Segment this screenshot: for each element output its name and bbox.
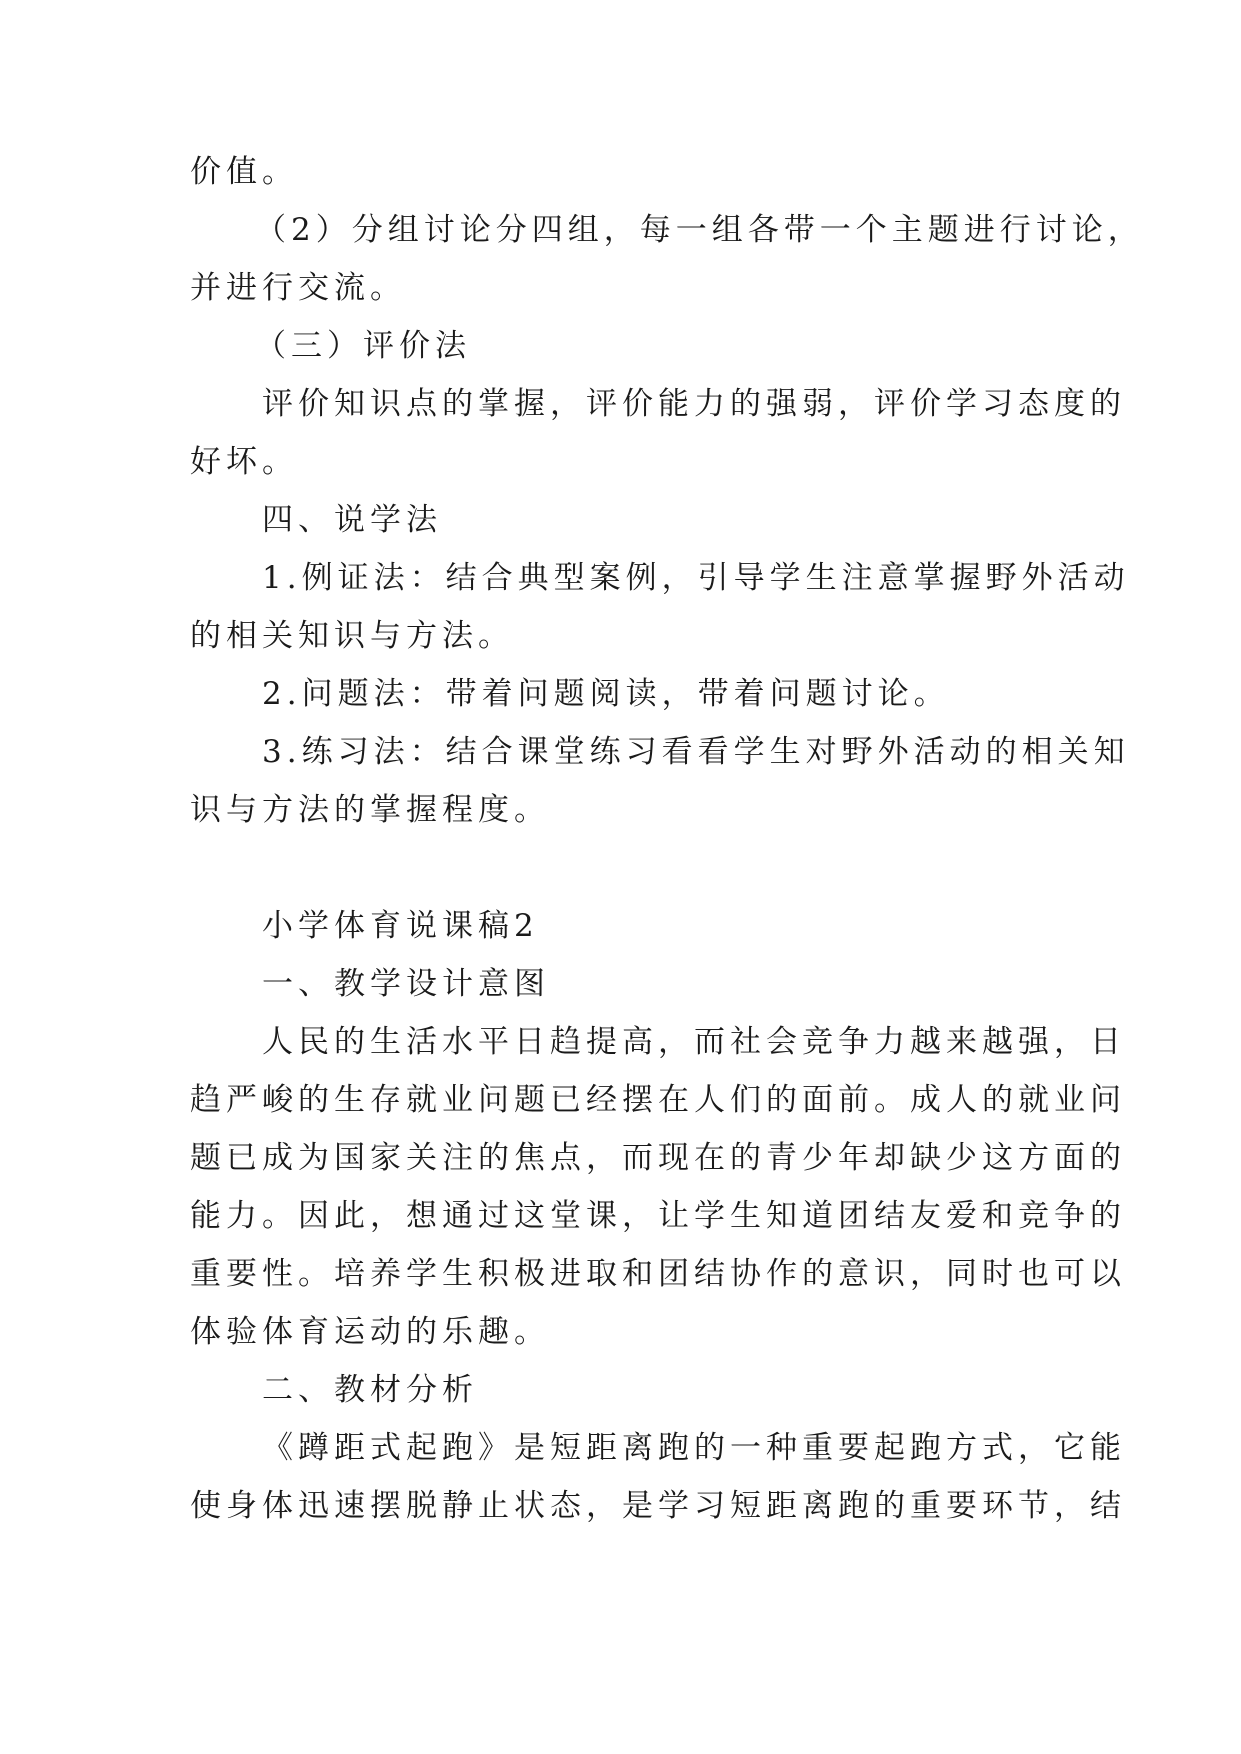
text-line: 能力。因此，想通过这堂课，让学生知道团结友爱和竞争的 [190, 1198, 1126, 1234]
section-heading: 四、说学法 [262, 502, 442, 538]
text-line: 好坏。 [190, 444, 298, 480]
section-heading: 一、教学设计意图 [262, 966, 550, 1002]
text-line: 题已成为国家关注的焦点，而现在的青少年却缺少这方面的 [190, 1140, 1126, 1176]
section-heading: （三）评价法 [255, 328, 471, 364]
text-line: 《蹲距式起跑》是短距离跑的一种重要起跑方式，它能 [262, 1430, 1126, 1466]
list-item: 1.例证法：结合典型案例，引导学生注意掌握野外活动 [262, 560, 1130, 596]
list-item: 3.练习法：结合课堂练习看看学生对野外活动的相关知 [262, 734, 1130, 770]
text-line: 并进行交流。 [190, 270, 406, 306]
text-line: 使身体迅速摆脱静止状态，是学习短距离跑的重要环节，结 [190, 1488, 1126, 1524]
text-line: 价值。 [190, 154, 298, 190]
section-heading: 二、教材分析 [262, 1372, 478, 1408]
list-item: 2.问题法：带着问题阅读，带着问题讨论。 [262, 676, 950, 712]
text-line: 人民的生活水平日趋提高，而社会竞争力越来越强，日 [262, 1024, 1126, 1060]
text-line: 识与方法的掌握程度。 [190, 792, 550, 828]
text-line: 的相关知识与方法。 [190, 618, 514, 654]
text-line: 趋严峻的生存就业问题已经摆在人们的面前。成人的就业问 [190, 1082, 1126, 1118]
text-line: （2）分组讨论分四组，每一组各带一个主题进行讨论， [255, 212, 1144, 248]
text-line: 重要性。培养学生积极进取和团结协作的意识，同时也可以 [190, 1256, 1126, 1292]
document-title: 小学体育说课稿2 [262, 908, 539, 944]
text-line: 体验体育运动的乐趣。 [190, 1314, 550, 1350]
text-line: 评价知识点的掌握，评价能力的强弱，评价学习态度的 [262, 386, 1126, 422]
